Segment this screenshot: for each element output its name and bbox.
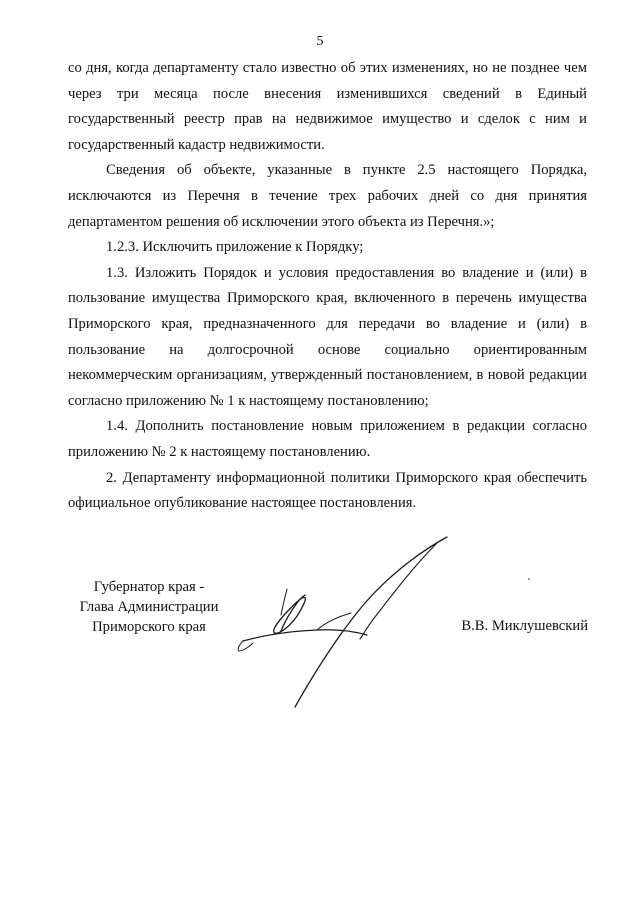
paragraph-item-2: 2. Департаменту информационной политики Приморского края обеспечить официальное опубликование настоящее постановления. xyxy=(68,469,587,512)
signer-position-line: Глава Администрации xyxy=(79,599,219,615)
page-number: 5 xyxy=(316,34,324,49)
handwritten-signature xyxy=(225,531,465,711)
paragraph-object-info: Сведения об объекте, указанные в пункте 2.5 настоящего Порядка, исключаются из Перечня в течение трех рабочих дней со дня принятия департаментом решения об исключении этого объекта из Перечня.»; xyxy=(68,162,587,230)
document-body xyxy=(68,56,587,517)
paragraph-continuation: со дня, когда департаменту стало известно об этих изменениях, но не позднее чем через три месяца после внесения изменившихся сведений в Единый государственный реестр прав на недвижимое имущество и сделок с ним и государственный кадастр недвижимости. xyxy=(68,60,587,153)
scan-speck xyxy=(528,578,530,580)
signer-name: В.В. Миклушевский xyxy=(461,618,588,634)
paragraph-item-1-3: 1.3. Изложить Порядок и условия предоставления во владение и (или) в пользование имущества Приморского края, включенного в перечень имущества Приморского края, предназначенного для передачи во владение и (или) в пользование на долгосрочной основе социально ориентированным некоммерческим организациям, утвержденный постановлением, в новой редакции согласно приложению № 1 к настоящему постановлению; xyxy=(68,264,587,409)
signer-position-line: Губернатор края - xyxy=(93,579,205,595)
signature-block xyxy=(0,577,640,717)
paragraph-item-1-2-3: 1.2.3. Исключить приложение к Порядку; xyxy=(106,239,364,256)
paragraph-item-1-4: 1.4. Дополнить постановление новым приложением в редакции согласно приложению № 2 к настоящему постановлению. xyxy=(68,418,587,460)
signer-position xyxy=(64,577,234,637)
signer-position-line: Приморского края xyxy=(92,619,206,635)
